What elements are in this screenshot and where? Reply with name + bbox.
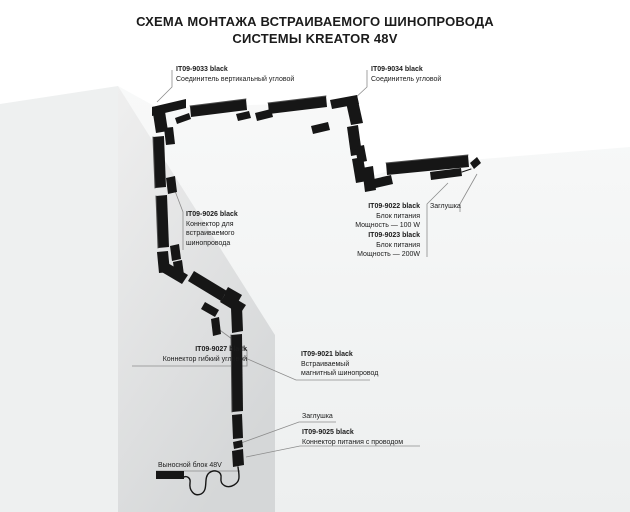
part-name: Коннектор для <box>186 220 234 228</box>
part-code: IT09-9021 black <box>301 351 353 358</box>
part-name: Коннектор питания с проводом <box>302 438 404 446</box>
part-name: Заглушка <box>302 413 333 420</box>
part-code: IT09-9025 black <box>302 429 354 436</box>
part-power: Мощность — 100 W <box>355 222 420 229</box>
room-background <box>0 86 630 512</box>
label-end-cap-right <box>430 202 461 212</box>
label-recessed-track <box>301 350 378 379</box>
part-name: Соединитель вертикальный угловой <box>176 75 295 83</box>
part-name: Коннектор гибкий угловой <box>162 355 247 363</box>
label-psu-200w <box>357 231 420 260</box>
part-code: IT09-9023 black <box>368 232 420 239</box>
left-margin <box>0 86 118 512</box>
label-psu-100w <box>355 202 420 231</box>
part-name: магнитный шинопровод <box>301 370 379 377</box>
part-code: IT09-9026 black <box>186 211 238 218</box>
part-name: Блок питания <box>376 212 420 220</box>
corner-connector-arm2 <box>231 306 243 333</box>
label-end-cap-bottom <box>302 412 333 422</box>
page-title-line1: СХЕМА МОНТАЖА ВСТРАИВАЕМОГО ШИНОПРОВОДА <box>136 14 494 29</box>
label-recessed-connector <box>186 210 238 248</box>
label-flex-corner-connector <box>163 345 247 364</box>
page-title <box>0 13 630 47</box>
label-corner-connector <box>371 65 441 84</box>
part-name: встраиваемого <box>186 230 235 237</box>
label-power-connector <box>302 428 403 447</box>
power-feed-connector <box>232 449 244 467</box>
part-name: Встраиваемый <box>301 360 350 368</box>
part-code: IT09-9034 black <box>371 66 423 73</box>
label-remote-block <box>158 461 222 471</box>
part-code: IT09-9022 black <box>368 203 420 210</box>
track-segment <box>232 414 243 439</box>
remote-power-block <box>156 471 184 479</box>
page-title-line2: СИСТЕМЫ KREATOR 48V <box>232 31 398 46</box>
label-corner-vertical-connector <box>176 65 294 84</box>
part-name: Заглушка <box>430 203 461 210</box>
part-name: шинопровода <box>186 239 231 247</box>
part-name: Блок питания <box>376 241 420 249</box>
part-power: Мощность — 200W <box>357 251 420 258</box>
leader-corner-vertical <box>157 70 172 102</box>
part-code: IT09-9027 black <box>195 346 247 353</box>
part-name: Соединитель угловой <box>371 75 442 83</box>
part-code: IT09-9033 black <box>176 66 228 73</box>
part-name: Выносной блок 48V <box>158 462 222 469</box>
